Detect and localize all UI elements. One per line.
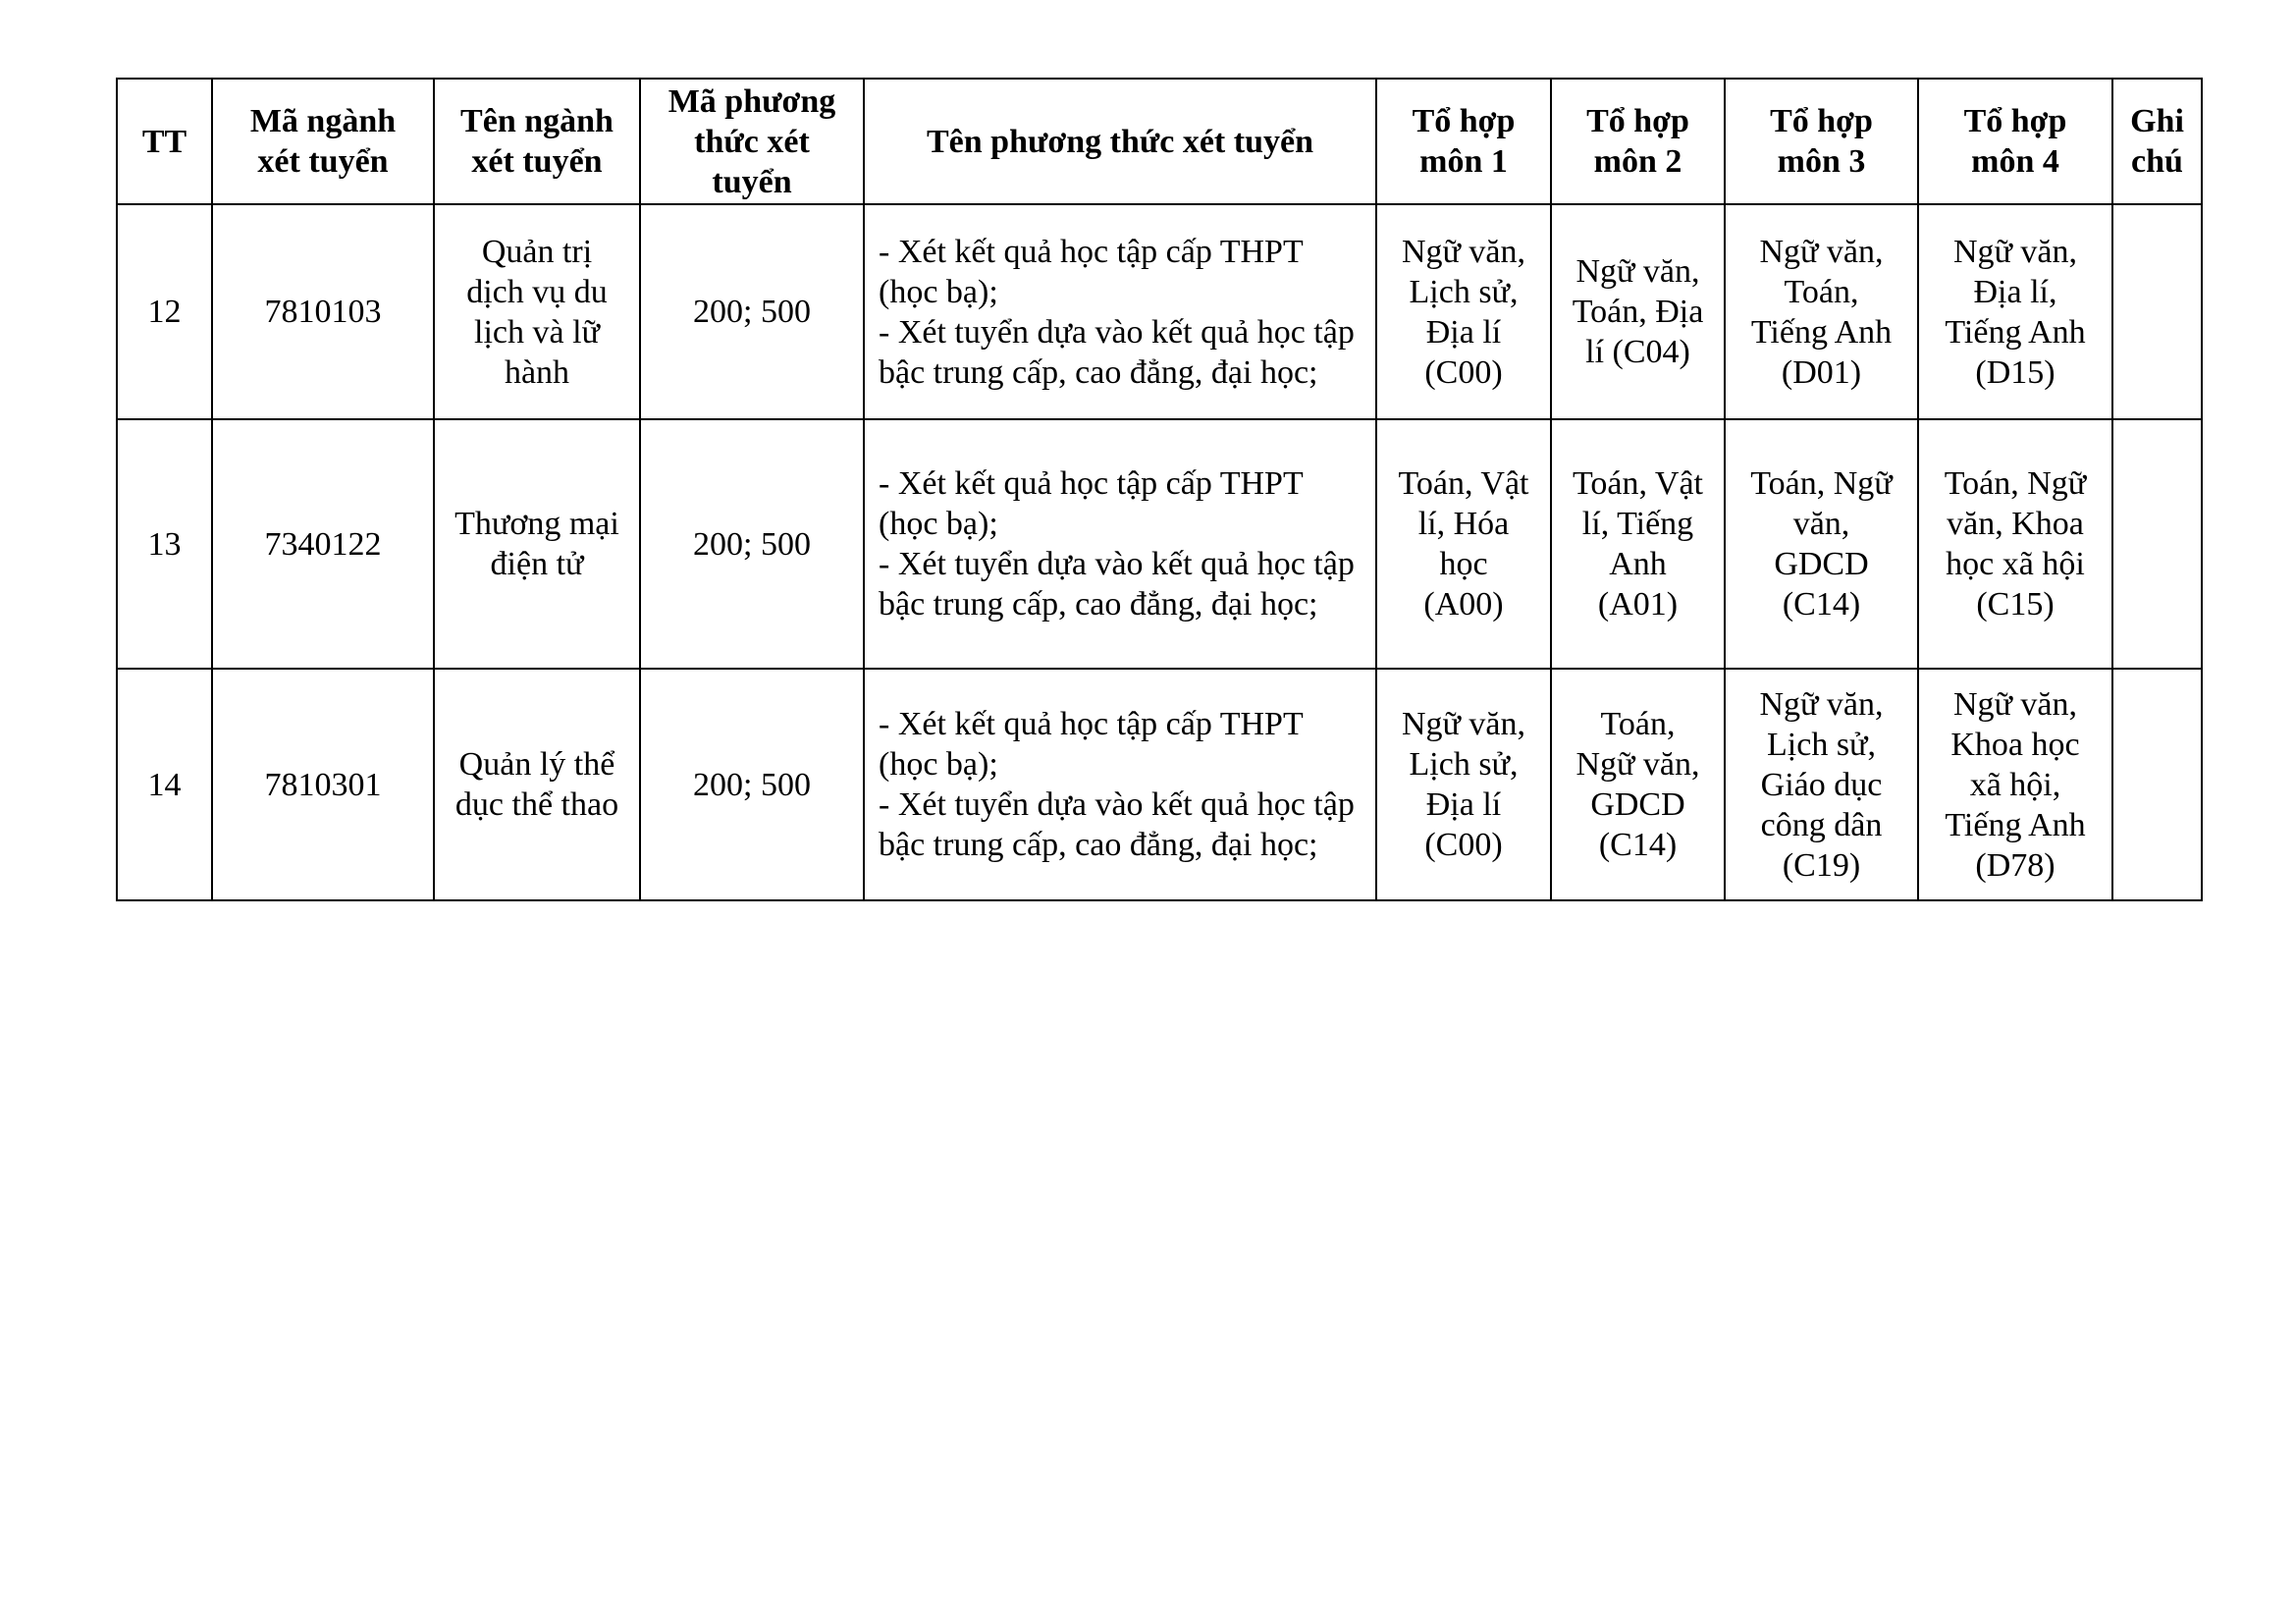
header-tt: TT [117,79,212,204]
cell-major-name: Quản trị dịch vụ du lịch và lữ hành [434,204,640,419]
cell-major-code: 7340122 [212,419,434,669]
header-combo-4: Tổ hợp môn 4 [1918,79,2112,204]
cell-combo-4: Ngữ văn, Địa lí, Tiếng Anh (D15) [1918,204,2112,419]
cell-tt: 14 [117,669,212,900]
header-combo-1: Tổ hợp môn 1 [1376,79,1551,204]
cell-combo-4: Toán, Ngữ văn, Khoa học xã hội (C15) [1918,419,2112,669]
cell-tt: 13 [117,419,212,669]
cell-combo-4: Ngữ văn, Khoa học xã hội, Tiếng Anh (D78) [1918,669,2112,900]
cell-major-code: 7810301 [212,669,434,900]
header-major-code: Mã ngành xét tuyển [212,79,434,204]
header-combo-3: Tổ hợp môn 3 [1725,79,1918,204]
header-method-code: Mã phương thức xét tuyển [640,79,864,204]
cell-combo-3: Ngữ văn, Toán, Tiếng Anh (D01) [1725,204,1918,419]
header-method-name: Tên phương thức xét tuyển [864,79,1376,204]
cell-combo-1: Ngữ văn, Lịch sử, Địa lí (C00) [1376,669,1551,900]
header-note: Ghi chú [2112,79,2202,204]
cell-major-name: Quản lý thể dục thể thao [434,669,640,900]
cell-major-code: 7810103 [212,204,434,419]
cell-method-name: - Xét kết quả học tập cấp THPT (học bạ); - Xét tuyển dựa vào kết quả học tập bậc trung cấp, cao đẳng, đại học; [864,669,1376,900]
table-row [117,669,2202,900]
cell-method-code: 200; 500 [640,204,864,419]
cell-method-name: - Xét kết quả học tập cấp THPT (học bạ); - Xét tuyển dựa vào kết quả học tập bậc trung cấp, cao đẳng, đại học; [864,204,1376,419]
cell-major-name: Thương mại điện tử [434,419,640,669]
admission-table [116,78,2203,901]
table-row [117,204,2202,419]
header-row [117,79,2202,204]
cell-combo-3: Ngữ văn, Lịch sử, Giáo dục công dân (C19) [1725,669,1918,900]
cell-tt: 12 [117,204,212,419]
cell-combo-1: Toán, Vật lí, Hóa học (A00) [1376,419,1551,669]
header-major-name: Tên ngành xét tuyển [434,79,640,204]
cell-method-code: 200; 500 [640,419,864,669]
cell-combo-2: Ngữ văn, Toán, Địa lí (C04) [1551,204,1725,419]
cell-combo-2: Toán, Ngữ văn, GDCD (C14) [1551,669,1725,900]
cell-note [2112,669,2202,900]
table-row [117,419,2202,669]
header-combo-2: Tổ hợp môn 2 [1551,79,1725,204]
cell-combo-2: Toán, Vật lí, Tiếng Anh (A01) [1551,419,1725,669]
cell-method-code: 200; 500 [640,669,864,900]
cell-combo-1: Ngữ văn, Lịch sử, Địa lí (C00) [1376,204,1551,419]
cell-combo-3: Toán, Ngữ văn, GDCD (C14) [1725,419,1918,669]
cell-note [2112,204,2202,419]
cell-note [2112,419,2202,669]
cell-method-name: - Xét kết quả học tập cấp THPT (học bạ); - Xét tuyển dựa vào kết quả học tập bậc trung cấp, cao đẳng, đại học; [864,419,1376,669]
